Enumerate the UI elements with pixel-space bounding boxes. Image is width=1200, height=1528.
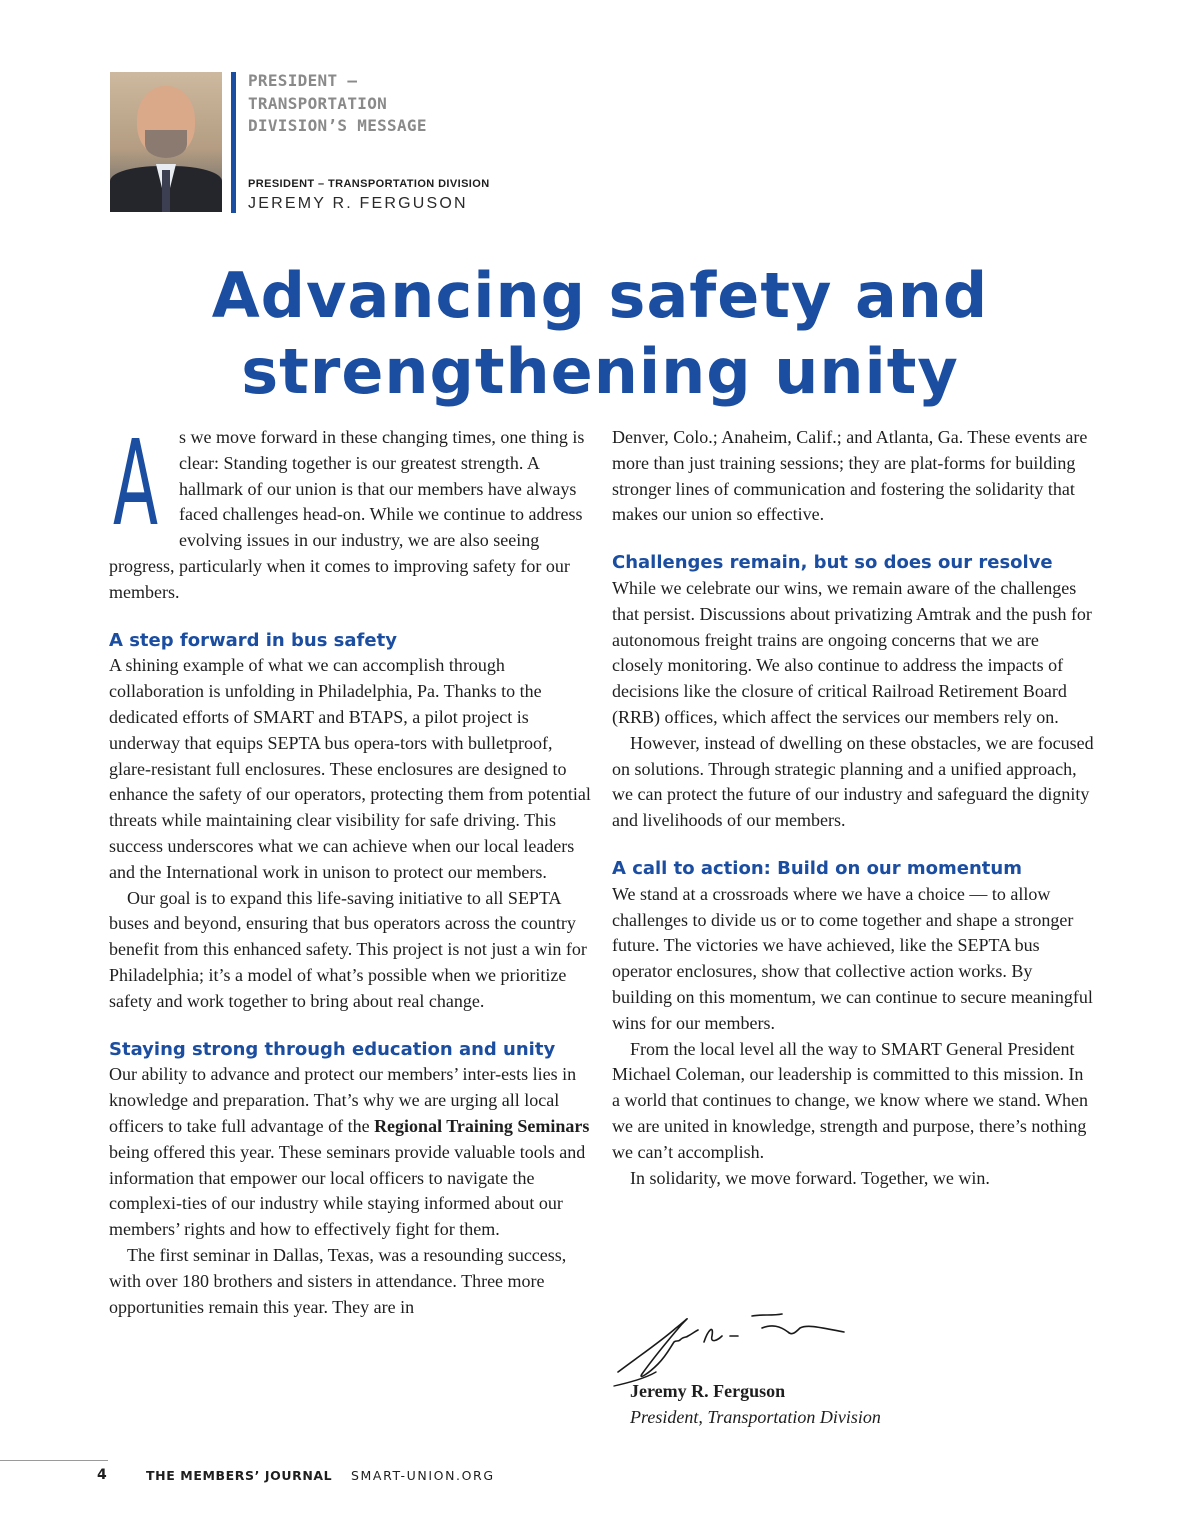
section-heading-bus-safety: A step forward in bus safety <box>109 629 397 651</box>
department-label: PRESIDENT – TRANSPORTATION DIVISION’S MESSAGE <box>248 71 427 135</box>
paragraph: However, instead of dwelling on these obstacles, we are focused on solutions. Through strategic planning and a unified approach, we can protect the future of our industry and safeguard the dignity and livelihoods of our members. <box>612 732 1094 831</box>
paragraph: Our goal is to expand this life-saving initiative to all SEPTA buses and beyond, ensuring that bus operators across the country benefit from this enhanced safety. This project is not just a win for Philadelphia; it’s a model of what’s possible when we prioritize safety and work together to bring about real change. <box>109 887 587 1011</box>
drop-cap: A <box>113 414 159 552</box>
section-heading-challenges: Challenges remain, but so does our resolve <box>612 552 1053 574</box>
article-column-left <box>109 414 591 1320</box>
title-line-2: strengthening unity <box>241 335 959 408</box>
paragraph: Our ability to advance and protect our members’ inter-ests lies in knowledge and preparation. That’s why we are urging all local officers to take full advantage of the Regional Training Seminars being offered this year. These seminars provide valuable tools and information that empower our local officers to navigate the complexi-ties of our industry while staying informed about our members’ rights and how to effectively fight for them. <box>109 1064 590 1240</box>
section-heading-education: Staying strong through education and unity <box>109 1038 556 1060</box>
title-line-1: Advancing safety and <box>211 259 989 332</box>
paragraph: We stand at a crossroads where we have a choice — to allow challenges to divide us or to come together and shape a stronger future. The victories we have achieved, like the SEPTA bus operator enclosures, show that collective action works. By building on this momentum, we can continue to secure meaningful wins for our members. <box>612 883 1093 1033</box>
article-column-right <box>612 425 1094 1191</box>
paragraph: The first seminar in Dallas, Texas, was a resounding success, with over 180 brothers and sisters in attendance. Three more opportunities remain this year. They are in <box>109 1244 567 1317</box>
portrait-photo <box>110 72 222 212</box>
closing-line: In solidarity, we move forward. Together, we win. <box>630 1167 990 1188</box>
bold-phrase: Regional Training Seminars <box>374 1115 590 1136</box>
page-number: 4 <box>97 1467 107 1483</box>
handwritten-signature <box>612 1302 852 1388</box>
paragraph: While we celebrate our wins, we remain aware of the challenges that persist. Discussions about privatizing Amtrak and the push for autonomous freight trains are ongoing concerns that we are closely monitoring. We also continue to address the impacts of decisions like the closure of critical Railroad Retirement Board (RRB) offices, which affect the services our members rely on. <box>612 577 1092 727</box>
author-role: PRESIDENT – TRANSPORTATION DIVISION <box>248 178 490 190</box>
paragraph: A shining example of what we can accomplish through collaboration is unfolding in Philadelphia, Pa. Thanks to the dedicated efforts of SMART and BTAPS, a pilot project is underway that equips SEPTA bus opera-tors with bulletproof, glare-resistant full enclosures. These enclosures are designed to enhance the safety of our operators, protecting them from potential threats while maintaining clear visibility for safe driving. This success underscores what we can achieve when our local leaders and the International work in unison to protect our members. <box>109 655 591 882</box>
paragraph: Denver, Colo.; Anaheim, Calif.; and Atlanta, Ga. These events are more than just training sessions; they are plat-forms for building stronger lines of communication and fostering the solidarity that makes our union so effective. <box>612 427 1088 525</box>
signoff-name: Jeremy R. Ferguson <box>630 1381 786 1401</box>
website-url: SMART-UNION.ORG <box>351 1468 495 1483</box>
journal-name: THE MEMBERS’ JOURNAL <box>146 1468 333 1483</box>
page-title <box>0 258 1200 410</box>
header-accent-bar <box>231 72 236 213</box>
author-name: JEREMY R. FERGUSON <box>248 195 468 212</box>
intro-text: s we move forward in these changing times, one thing is clear: Standing together is our greatest strength. A hallmark of our union is that our members have always faced challenges head-on. While we continue to address evolving issues in our industry, we are also seeing progress, particularly when it comes to improving safety for our members. <box>109 427 585 602</box>
paragraph: From the local level all the way to SMART General President Michael Coleman, our leadership is committed to this mission. In a world that continues to change, we know where we stand. When we are united in knowledge, strength and purpose, there’s nothing we can’t accomplish. <box>612 1038 1089 1162</box>
section-heading-call-to-action: A call to action: Build on our momentum <box>612 857 1022 879</box>
signoff-title: President, Transportation Division <box>630 1407 881 1427</box>
footer-rule <box>0 1460 108 1461</box>
intro-paragraph <box>109 414 591 606</box>
